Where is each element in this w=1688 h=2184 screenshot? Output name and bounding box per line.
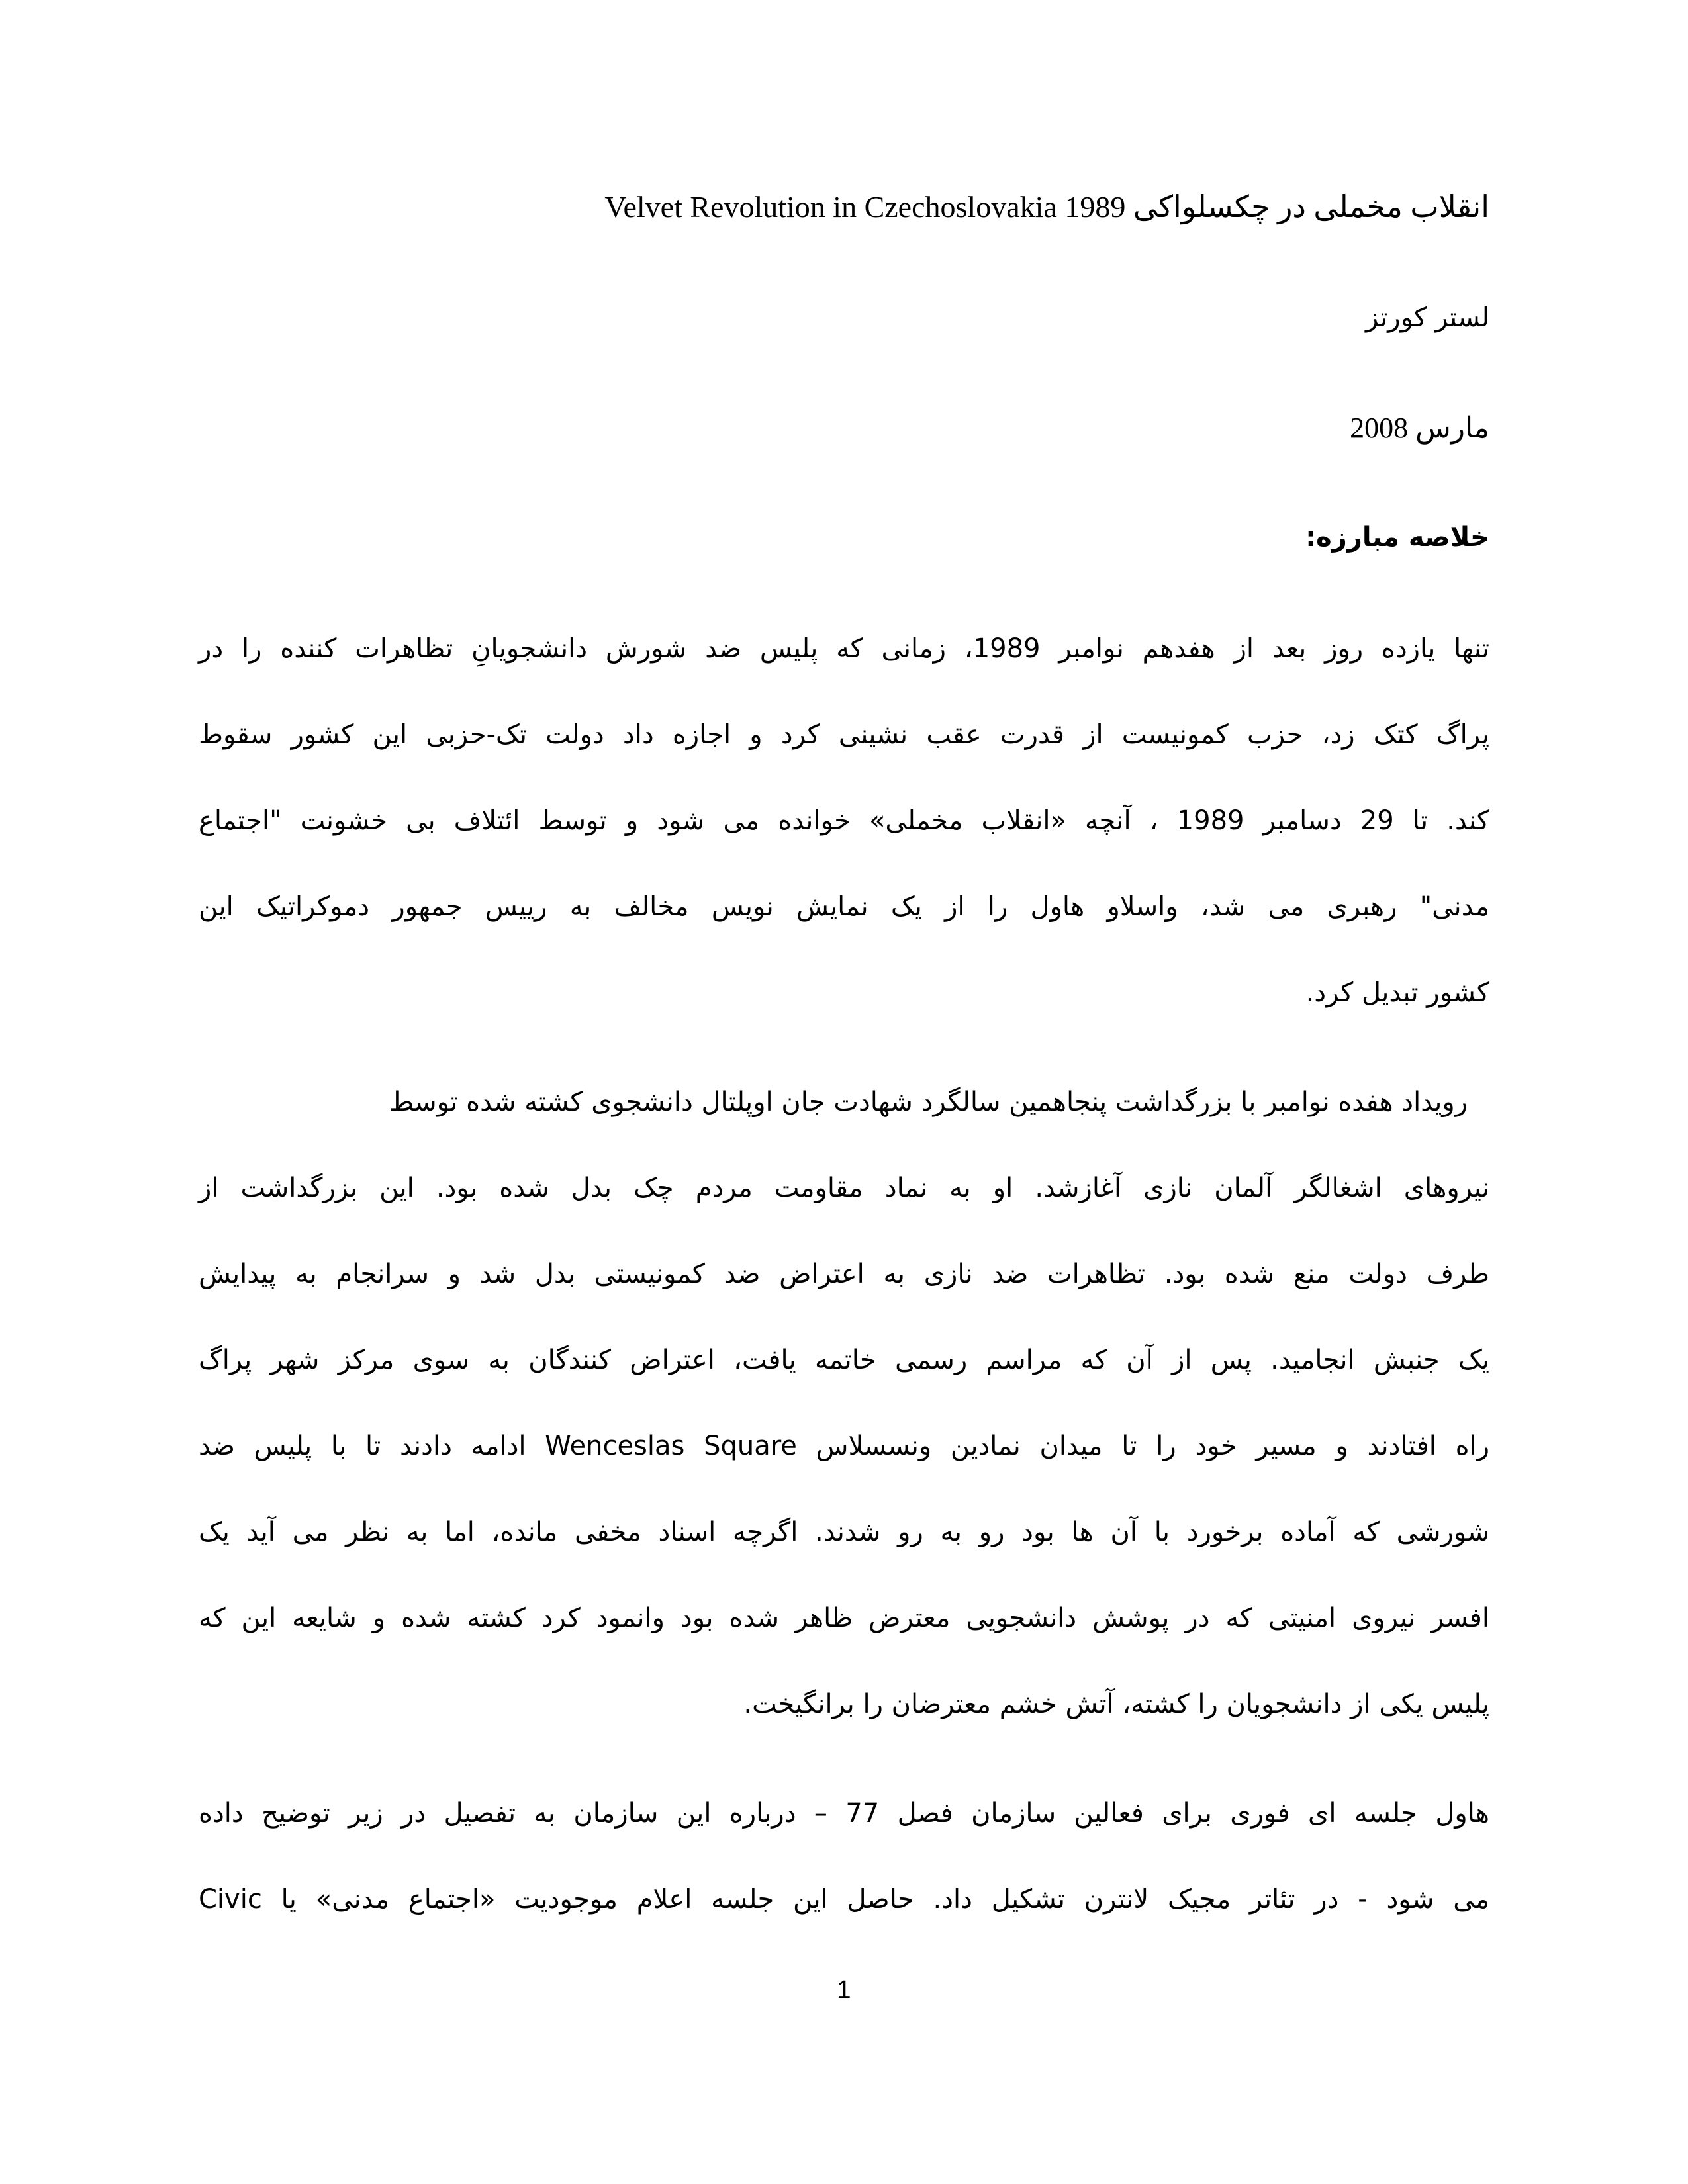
paragraph-line: یک جنبش انجامید. پس از آن که مراسم رسمی خاتمه یافت، اعتراض کنندگان به سوی مرکز شهر پراگ xyxy=(199,1345,1489,1375)
page-number: 1 xyxy=(837,1976,851,2004)
paragraph-line: می شود - در تئاتر مجیک لانترن تشکیل داد. حاصل این جلسه اعلام موجودیت «اجتماع مدنی» یا Civic xyxy=(199,1884,1489,1915)
author-name: لستر کورتز xyxy=(1366,302,1489,333)
section-heading: خلاصه مبارزه: xyxy=(1305,522,1489,553)
paragraph-line: نیروهای اشغالگر آلمان نازی آغازشد. او به نماد مقاومت مردم چک بدل شده بود. این بزرگداشت از xyxy=(199,1173,1489,1203)
paragraph-line: پلیس یکی از دانشجویان را کشته، آتش خشم معترضان را برانگیخت. xyxy=(743,1689,1489,1719)
document-title: انقلاب مخملی در چکسلواکی 1989 Velvet Revolution in Czechoslovakia xyxy=(604,190,1489,224)
document-date: مارس 2008 xyxy=(1350,412,1489,444)
paragraph-line: تنها یازده روز بعد از هفدهم نوامبر 1989، زمانی که پلیس ضد شورش دانشجویانِ تظاهرات کننده را در xyxy=(199,633,1489,664)
paragraph-line: پراگ کتک زد، حزب کمونیست از قدرت عقب نشینی کرد و اجازه داد دولت تک-حزبی این کشور سقوط xyxy=(199,719,1489,750)
paragraph-line: شورشی که آماده برخورد با آن ها بود رو به رو شدند. اگرچه اسناد مخفی مانده، اما به نظر می آید یک xyxy=(199,1517,1489,1547)
paragraph-line: راه افتادند و مسیر خود را تا میدان نمادین ونسسلاس Wenceslas Square ادامه دادند تا با پلیس ضد xyxy=(199,1431,1490,1461)
paragraph-line: افسر نیروی امنیتی که در پوشش دانشجویی معترض ظاهر شده بود وانمود کرد کشته شده و شایعه این که xyxy=(199,1603,1489,1633)
paragraph-line: طرف دولت منع شده بود. تظاهرات ضد نازی به اعتراض ضد کمونیستی بدل شد و سرانجام به پیدایش xyxy=(199,1259,1489,1289)
paragraph-line: رویداد هفده نوامبر با بزرگداشت پنجاهمین سالگرد شهادت جان اوپلتال دانشجوی کشته شده توسط xyxy=(389,1087,1468,1117)
paragraph-line: هاول جلسه ای فوری برای فعالین سازمان فصل 77 – درباره این سازمان به تفصیل در زیر توضیح داده xyxy=(199,1798,1489,1829)
paragraph-line: مدنی" رهبری می شد، واسلاو هاول را از یک نمایش نویس مخالف به رییس جمهور دموکراتیک این xyxy=(199,891,1489,922)
paragraph-line: کشور تبدیل کرد. xyxy=(1305,978,1489,1008)
paragraph-line: کند. تا 29 دسامبر 1989 ، آنچه «انقلاب مخملی» خوانده می شود و توسط ائتلاف بی خشونت "اجتماع xyxy=(199,805,1490,836)
